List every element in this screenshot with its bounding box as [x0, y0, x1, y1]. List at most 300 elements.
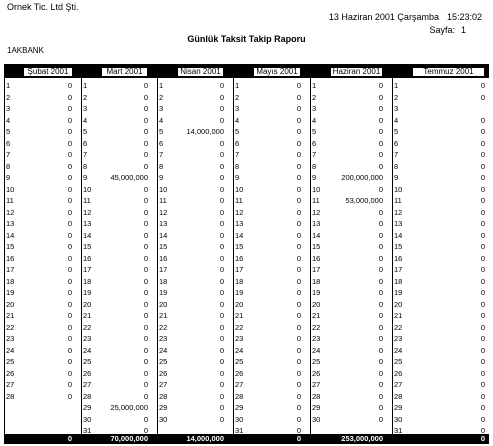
table-row — [392, 138, 489, 150]
amount-cell: 0 — [296, 230, 301, 240]
day-cell: 6 — [6, 138, 11, 148]
amount-cell: 0 — [378, 253, 383, 263]
amount-cell: 0 — [378, 276, 383, 286]
amount-cell: 0 — [296, 92, 301, 102]
day-cell: 20 — [83, 299, 92, 309]
day-cell: 29 — [159, 403, 168, 412]
amount-cell: 0 — [143, 288, 148, 297]
bank-name: 1AKBANK — [7, 46, 44, 55]
amount-cell: 0 — [67, 81, 72, 90]
table-row — [81, 126, 152, 138]
day-cell: 1 — [6, 81, 11, 90]
amount-cell: 0 — [378, 207, 383, 217]
day-cell: 12 — [394, 207, 403, 217]
amount-cell: 0 — [378, 311, 383, 320]
table-row — [81, 402, 152, 414]
table-row — [233, 149, 305, 161]
amount-cell: 0 — [143, 196, 148, 205]
day-cell: 11 — [159, 196, 167, 205]
table-row — [157, 276, 228, 288]
table-row — [392, 368, 489, 380]
day-cell: 30 — [394, 414, 403, 424]
day-cell: 22 — [235, 322, 244, 332]
day-cell: 3 — [6, 104, 11, 113]
amount-cell: 45,000,000 — [110, 173, 148, 182]
amount-cell: 0 — [67, 299, 72, 309]
day-cell: 3 — [235, 104, 240, 113]
table-row — [81, 80, 152, 92]
day-cell: 1 — [159, 81, 164, 90]
amount-cell: 0 — [67, 368, 72, 378]
day-cell: 27 — [159, 380, 168, 389]
table-row — [233, 253, 305, 265]
table-row — [310, 402, 387, 414]
day-cell: 2 — [83, 92, 88, 102]
table-row — [81, 92, 152, 104]
amount-cell: 0 — [67, 265, 72, 274]
amount-cell: 0 — [296, 288, 301, 297]
amount-cell: 0 — [378, 161, 383, 171]
day-cell: 25 — [235, 357, 244, 366]
day-cell: 7 — [312, 150, 317, 159]
day-cell: 3 — [394, 104, 399, 113]
table-row — [157, 92, 228, 104]
amount-cell: 200,000,000 — [341, 173, 383, 182]
table-row — [81, 161, 152, 173]
day-cell: 31 — [394, 426, 403, 435]
day-cell: 11 — [312, 196, 320, 205]
table-row — [4, 115, 76, 127]
month-rows — [310, 80, 387, 425]
amount-cell: 0 — [219, 334, 224, 343]
amount-cell: 0 — [67, 219, 72, 228]
amount-cell: 0 — [219, 391, 224, 401]
day-cell: 29 — [394, 403, 403, 412]
day-cell: 26 — [312, 368, 321, 378]
table-row — [81, 356, 152, 368]
day-cell: 25 — [394, 357, 403, 366]
day-cell: 14 — [394, 230, 403, 240]
table-row — [233, 103, 305, 115]
amount-cell: 0 — [378, 357, 383, 366]
day-cell: 22 — [312, 322, 321, 332]
table-row — [4, 287, 76, 299]
day-cell: 3 — [159, 104, 164, 113]
table-row — [233, 241, 305, 253]
day-cell: 19 — [394, 288, 403, 297]
table-row — [233, 138, 305, 150]
day-cell: 25 — [6, 357, 15, 366]
amount-cell: 0 — [219, 150, 224, 159]
table-row — [392, 402, 489, 414]
day-cell: 17 — [6, 265, 15, 274]
day-cell: 10 — [159, 184, 168, 194]
table-row — [4, 322, 76, 334]
table-row — [4, 276, 76, 288]
month-total: 0 — [480, 434, 485, 443]
table-row — [233, 276, 305, 288]
amount-cell: 0 — [378, 288, 383, 297]
day-cell: 1 — [394, 81, 399, 90]
amount-cell: 0 — [219, 311, 224, 320]
amount-cell: 0 — [480, 380, 485, 389]
table-row — [310, 322, 387, 334]
table-row — [392, 195, 489, 207]
day-cell: 24 — [159, 345, 168, 355]
amount-cell: 0 — [219, 104, 224, 113]
day-cell: 24 — [394, 345, 403, 355]
day-cell: 8 — [159, 161, 164, 171]
table-row — [81, 287, 152, 299]
table-row — [233, 402, 305, 414]
day-cell: 18 — [235, 276, 244, 286]
table-row — [392, 333, 489, 345]
table-row — [233, 92, 305, 104]
month-column — [310, 64, 387, 444]
amount-cell: 0 — [143, 127, 148, 136]
day-cell: 19 — [235, 288, 244, 297]
day-cell: 15 — [83, 242, 92, 251]
table-row — [81, 322, 152, 334]
day-cell: 22 — [83, 322, 92, 332]
day-cell: 16 — [83, 253, 92, 263]
table-row — [81, 115, 152, 127]
amount-cell: 0 — [219, 161, 224, 171]
table-row — [4, 379, 76, 391]
day-cell: 17 — [312, 265, 321, 274]
amount-cell: 0 — [378, 299, 383, 309]
table-row — [81, 264, 152, 276]
table-row — [81, 253, 152, 265]
day-cell: 14 — [312, 230, 321, 240]
company-name: Ornek Tic. Ltd Şti. — [7, 2, 79, 12]
amount-cell: 0 — [143, 230, 148, 240]
amount-cell: 0 — [480, 196, 485, 205]
amount-cell: 0 — [480, 127, 485, 136]
table-row — [233, 379, 305, 391]
table-row — [310, 184, 387, 196]
amount-cell: 0 — [296, 426, 301, 435]
day-cell: 23 — [6, 334, 15, 343]
amount-cell: 0 — [143, 161, 148, 171]
table-row — [157, 264, 228, 276]
day-cell: 28 — [312, 391, 321, 401]
table-row — [81, 138, 152, 150]
amount-cell: 0 — [296, 414, 301, 424]
day-cell: 11 — [6, 196, 14, 205]
amount-cell: 0 — [480, 368, 485, 378]
day-cell: 2 — [6, 92, 11, 102]
table-row — [310, 172, 387, 184]
day-cell: 17 — [159, 265, 168, 274]
amount-cell: 0 — [67, 345, 72, 355]
day-cell: 18 — [394, 276, 403, 286]
month-total: 0 — [296, 434, 301, 443]
amount-cell: 0 — [296, 138, 301, 148]
amount-cell: 0 — [480, 184, 485, 194]
table-row — [157, 253, 228, 265]
amount-cell: 0 — [143, 242, 148, 251]
month-rows — [157, 80, 228, 425]
amount-cell: 0 — [480, 219, 485, 228]
month-total: 70,000,000 — [110, 434, 148, 443]
amount-cell: 0 — [67, 357, 72, 366]
table-row — [233, 207, 305, 219]
day-cell: 12 — [235, 207, 244, 217]
day-cell: 11 — [83, 196, 91, 205]
day-cell: 24 — [235, 345, 244, 355]
amount-cell: 0 — [219, 253, 224, 263]
day-cell: 21 — [394, 311, 403, 320]
amount-cell: 0 — [296, 311, 301, 320]
amount-cell: 0 — [378, 380, 383, 389]
day-cell: 10 — [6, 184, 15, 194]
amount-cell: 0 — [67, 334, 72, 343]
table-row — [4, 92, 76, 104]
month-column — [157, 64, 228, 444]
table-row — [392, 322, 489, 334]
day-cell: 18 — [83, 276, 92, 286]
table-row — [392, 103, 489, 115]
amount-cell: 0 — [219, 173, 224, 182]
day-cell: 26 — [394, 368, 403, 378]
amount-cell: 0 — [67, 322, 72, 332]
day-cell: 28 — [159, 391, 168, 401]
day-cell: 13 — [83, 219, 92, 228]
month-total: 14,000,000 — [186, 434, 224, 443]
amount-cell: 0 — [219, 219, 224, 228]
amount-cell: 0 — [143, 357, 148, 366]
amount-cell: 0 — [378, 242, 383, 251]
table-row — [310, 218, 387, 230]
day-cell: 28 — [83, 391, 92, 401]
day-cell: 19 — [312, 288, 321, 297]
day-cell: 17 — [235, 265, 244, 274]
amount-cell: 0 — [296, 207, 301, 217]
table-row — [81, 195, 152, 207]
day-cell: 2 — [312, 92, 317, 102]
amount-cell: 0 — [378, 81, 383, 90]
amount-cell: 0 — [67, 127, 72, 136]
table-row — [81, 345, 152, 357]
table-row — [310, 92, 387, 104]
table-row — [392, 391, 489, 403]
table-row — [4, 161, 76, 173]
report-datetime — [329, 12, 482, 22]
day-cell: 9 — [235, 173, 240, 182]
table-row — [157, 391, 228, 403]
amount-cell: 0 — [378, 115, 383, 125]
amount-cell: 0 — [67, 150, 72, 159]
amount-cell: 0 — [296, 345, 301, 355]
day-cell: 2 — [394, 92, 399, 102]
amount-cell: 0 — [378, 403, 383, 412]
amount-cell: 0 — [378, 414, 383, 424]
amount-cell: 0 — [480, 288, 485, 297]
amount-cell: 0 — [67, 161, 72, 171]
table-row — [4, 207, 76, 219]
day-cell: 6 — [312, 138, 317, 148]
amount-cell: 0 — [296, 253, 301, 263]
table-row — [233, 161, 305, 173]
table-row — [4, 264, 76, 276]
day-cell: 8 — [394, 161, 399, 171]
amount-cell: 0 — [480, 230, 485, 240]
table-row — [81, 379, 152, 391]
amount-cell: 0 — [480, 345, 485, 355]
day-cell: 27 — [6, 380, 15, 389]
report-title: Günlük Taksit Takip Raporu — [187, 34, 306, 44]
table-row — [4, 368, 76, 380]
table-row — [310, 207, 387, 219]
table-row — [157, 103, 228, 115]
table-row — [4, 241, 76, 253]
amount-cell: 0 — [67, 173, 72, 182]
amount-cell: 25,000,000 — [110, 403, 148, 412]
table-row — [157, 230, 228, 242]
report-date: 13 Haziran 2001 Çarşamba — [328, 12, 439, 22]
table-row — [233, 195, 305, 207]
table-row — [4, 195, 76, 207]
day-cell: 19 — [6, 288, 15, 297]
day-cell: 1 — [312, 81, 317, 90]
amount-cell: 0 — [219, 380, 224, 389]
amount-cell: 0 — [378, 322, 383, 332]
amount-cell: 0 — [296, 104, 301, 113]
table-row — [310, 310, 387, 322]
table-row — [4, 230, 76, 242]
table-row — [81, 310, 152, 322]
table-row — [310, 241, 387, 253]
day-cell: 17 — [394, 265, 403, 274]
day-cell: 20 — [159, 299, 168, 309]
day-cell: 12 — [159, 207, 168, 217]
table-row — [392, 276, 489, 288]
table-row — [4, 126, 76, 138]
day-cell: 24 — [6, 345, 15, 355]
amount-cell: 0 — [480, 207, 485, 217]
day-cell: 28 — [235, 391, 244, 401]
month-header: Haziran 2001 — [330, 67, 383, 77]
table-row — [157, 138, 228, 150]
amount-cell: 0 — [378, 104, 383, 113]
month-header: Temmuz 2001 — [412, 67, 485, 77]
day-cell: 21 — [6, 311, 15, 320]
amount-cell: 0 — [296, 299, 301, 309]
installment-table — [4, 64, 489, 444]
amount-cell: 0 — [219, 138, 224, 148]
amount-cell: 0 — [480, 150, 485, 159]
amount-cell: 0 — [296, 334, 301, 343]
amount-cell: 0 — [143, 184, 148, 194]
day-cell: 18 — [159, 276, 168, 286]
table-row — [157, 126, 228, 138]
day-cell: 12 — [83, 207, 92, 217]
amount-cell: 0 — [143, 253, 148, 263]
amount-cell: 0 — [296, 403, 301, 412]
table-row — [310, 264, 387, 276]
amount-cell: 0 — [480, 138, 485, 148]
table-row — [233, 391, 305, 403]
amount-cell: 0 — [67, 288, 72, 297]
table-row — [392, 310, 489, 322]
table-row — [310, 126, 387, 138]
table-row — [157, 322, 228, 334]
day-cell: 21 — [312, 311, 321, 320]
amount-cell: 0 — [296, 115, 301, 125]
table-row — [392, 425, 489, 437]
day-cell: 16 — [6, 253, 15, 263]
day-cell: 21 — [83, 311, 92, 320]
amount-cell: 0 — [219, 265, 224, 274]
amount-cell: 0 — [143, 207, 148, 217]
amount-cell: 0 — [67, 196, 72, 205]
day-cell: 22 — [159, 322, 168, 332]
amount-cell: 0 — [296, 161, 301, 171]
day-cell: 4 — [6, 115, 11, 125]
table-row — [4, 253, 76, 265]
table-row — [392, 241, 489, 253]
day-cell: 15 — [312, 242, 321, 251]
table-row — [392, 230, 489, 242]
table-row — [392, 379, 489, 391]
amount-cell: 0 — [296, 357, 301, 366]
day-cell: 10 — [394, 184, 403, 194]
day-cell: 9 — [159, 173, 164, 182]
amount-cell: 0 — [296, 127, 301, 136]
amount-cell: 0 — [480, 253, 485, 263]
amount-cell: 0 — [480, 173, 485, 182]
amount-cell: 0 — [296, 173, 301, 182]
amount-cell: 0 — [67, 138, 72, 148]
amount-cell: 0 — [219, 207, 224, 217]
amount-cell: 0 — [143, 414, 148, 424]
amount-cell: 0 — [219, 81, 224, 90]
day-cell: 22 — [6, 322, 15, 332]
table-row — [4, 333, 76, 345]
table-row — [233, 356, 305, 368]
day-cell: 9 — [312, 173, 317, 182]
table-row — [233, 333, 305, 345]
day-cell: 26 — [235, 368, 244, 378]
amount-cell: 0 — [378, 92, 383, 102]
table-row — [310, 149, 387, 161]
table-row — [233, 322, 305, 334]
table-row — [81, 172, 152, 184]
amount-cell: 0 — [296, 276, 301, 286]
amount-cell: 0 — [480, 299, 485, 309]
day-cell: 20 — [6, 299, 15, 309]
day-cell: 24 — [83, 345, 92, 355]
day-cell: 28 — [394, 391, 403, 401]
table-row — [310, 379, 387, 391]
amount-cell: 0 — [67, 380, 72, 389]
day-cell: 14 — [6, 230, 15, 240]
table-row — [310, 230, 387, 242]
day-cell: 22 — [394, 322, 403, 332]
day-cell: 23 — [312, 334, 321, 343]
day-cell: 6 — [159, 138, 164, 148]
table-row — [157, 172, 228, 184]
month-rows — [392, 80, 489, 437]
day-cell: 30 — [235, 414, 244, 424]
day-cell: 27 — [312, 380, 321, 389]
day-cell: 4 — [159, 115, 164, 125]
day-cell: 19 — [83, 288, 92, 297]
amount-cell: 0 — [67, 276, 72, 286]
page-label: Sayfa: — [429, 25, 455, 35]
amount-cell: 0 — [480, 81, 485, 90]
